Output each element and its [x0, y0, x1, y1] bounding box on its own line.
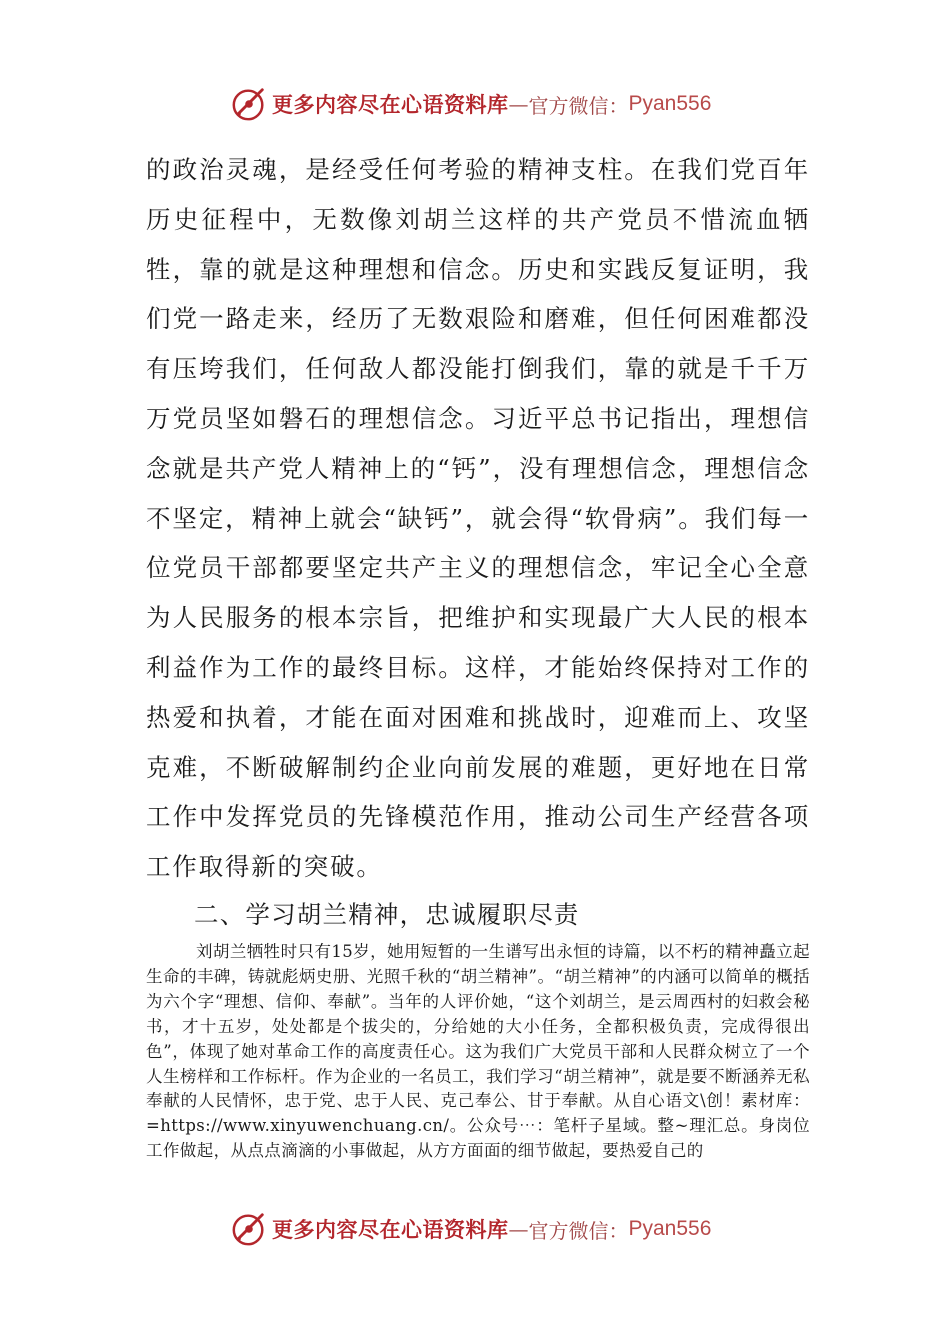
banner-title: 更多内容尽在心语资料库 — [272, 92, 509, 117]
pen-logo-icon — [230, 85, 268, 123]
paragraph-1: 的政治灵魂，是经受任何考验的精神支柱。在我们党百年历史征程中，无数像刘胡兰这样的共产党员不惜流血牺牲，靠的就是这种理想和信念。历史和实践反复证明，我们党一路走来，经历了无数艰险和磨难，但任何困难都没有压垮我们，任何敌人都没能打倒我们，靠的就是千千万万党员坚如磐石的理想信念。习近平总书记指出，理想信念就是共产党人精神上的“钙”，没有理想信念，理想信念不坚定，精神上就会“缺钙”，就会得“软骨病”。我们每一位党员干部都要坚定共产主义的理想信念，牢记全心全意为人民服务的根本宗旨，把维护和实现最广大人民的根本利益作为工作的最终目标。这样，才能始终保持对工作的热爱和执着，才能在面对困难和挑战时，迎难而上、攻坚克难，不断破解制约企业向前发展的难题，更好地在日常工作中发挥党员的先锋模范作用，推动公司生产经营各项工作取得新的突破。 — [146, 155, 810, 882]
banner-dash: — — [508, 1217, 529, 1241]
document-body — [146, 145, 810, 892]
banner-wechat-label: 官方微信： — [528, 93, 629, 118]
banner-wechat-label: 官方微信： — [528, 1218, 629, 1243]
banner-title: 更多内容尽在心语资料库 — [272, 1217, 509, 1242]
section-heading: 二、学习胡兰精神，忠诚履职尽责 — [194, 900, 580, 929]
banner-wechat-id: Pyan556 — [628, 1217, 712, 1240]
footer-banner — [230, 1207, 711, 1251]
banner-dash: — — [508, 92, 529, 116]
banner-wechat-id: Pyan556 — [628, 92, 712, 115]
pen-logo-icon — [230, 1210, 268, 1248]
paragraph-2: 刘胡兰牺牲时只有15岁，她用短暂的一生谱写出永恒的诗篇，以不朽的精神矗立起生命的丰碑，铸就彪炳史册、光照千秋的“胡兰精神”。“胡兰精神”的内涵可以简单的概括为六个字“理想、信仰、奉献”。当年的人评价她，“这个刘胡兰，是云周西村的妇救会秘书，才十五岁，处处都是个拔尖的，分给她的大小任务，全都积极负责，完成得很出色”，体现了她对革命工作的高度责任心。这为我们广大党员干部和人民群众树立了一个人生榜样和工作标杆。作为企业的一名员工，我们学习“胡兰精神”，就是要不断涵养无私奉献的人民情怀，忠于党、忠于人民、克己奉公、甘于奉献。从自心语文\创！素材库：=https://www.xinyuwenchuang.cn/。公众号⋯：笔杆子星域。整~理汇总。身岗位工作做起，从点点滴滴的小事做起，从方方面面的细节做起，要热爱自己的 — [146, 942, 810, 1161]
header-banner — [230, 82, 711, 126]
